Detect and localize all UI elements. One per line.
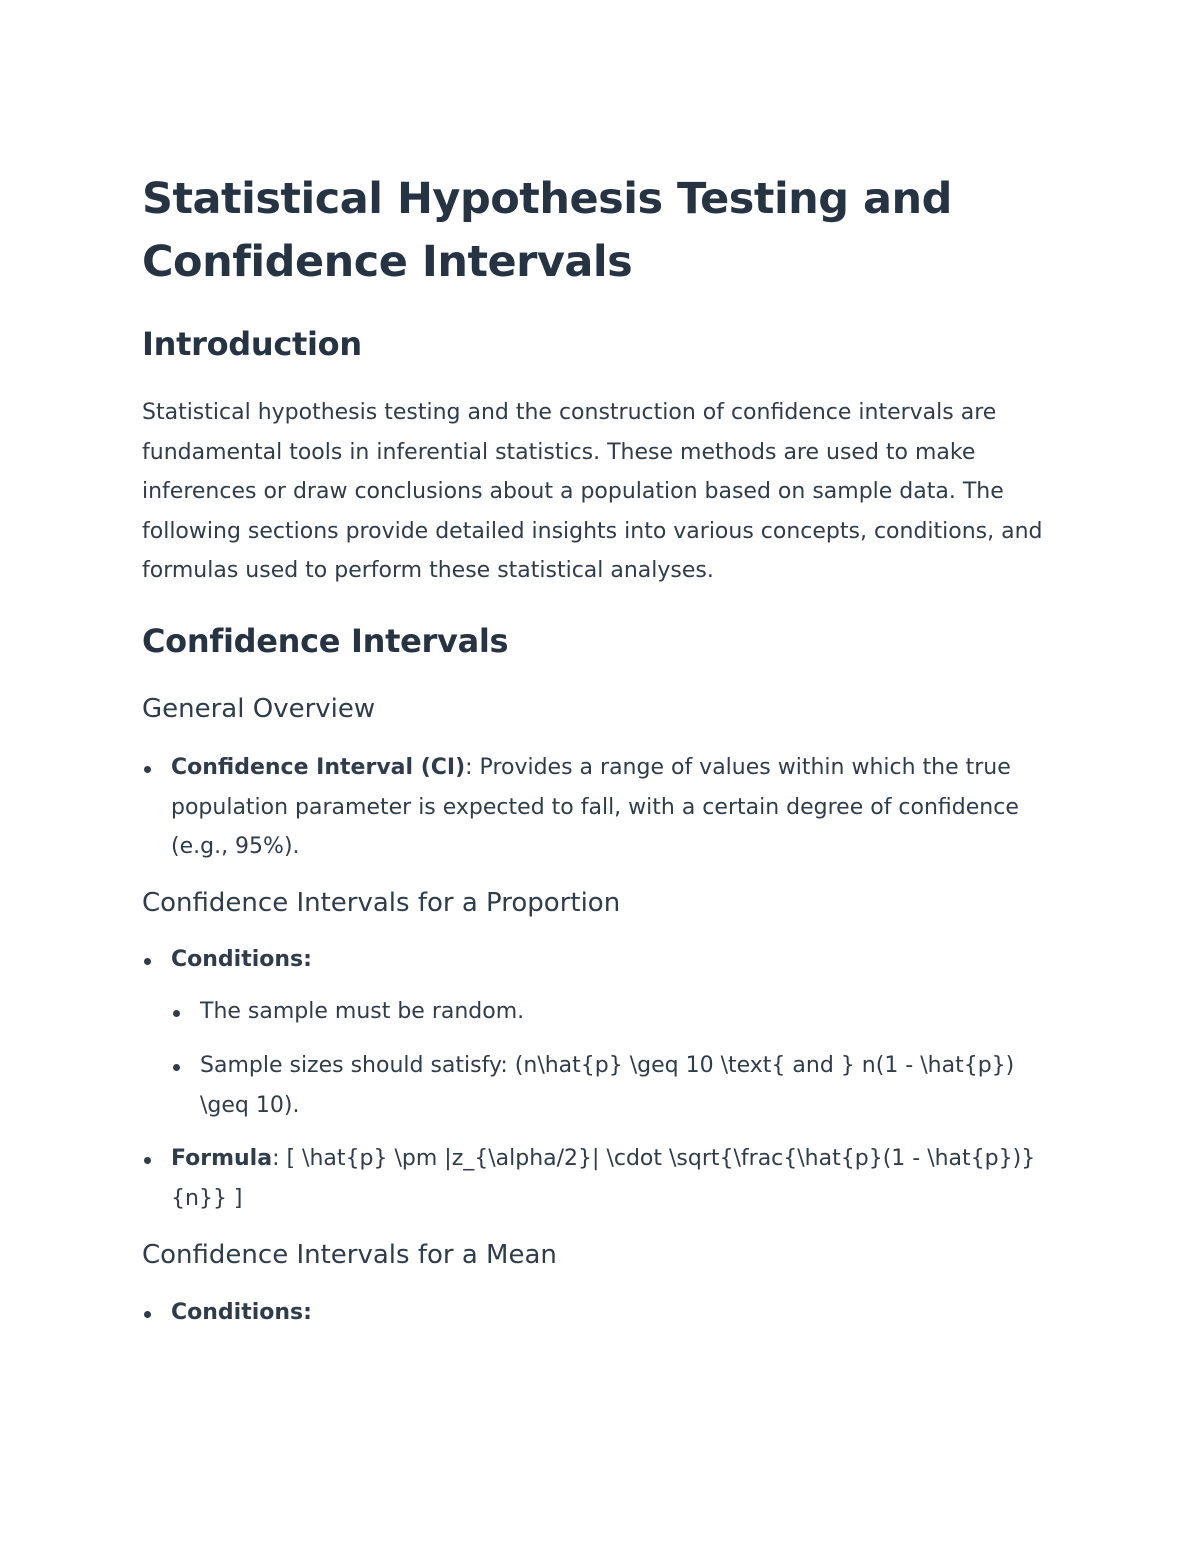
list-item xyxy=(142,748,1062,867)
document-page xyxy=(142,168,1062,1333)
term-label: Confidence Interval (CI) xyxy=(171,754,466,780)
list-item xyxy=(142,940,1062,980)
conditions-sub-list xyxy=(142,992,1062,1125)
bullet-icon xyxy=(144,1311,151,1318)
list-item xyxy=(142,1139,1062,1218)
document-title: Statistical Hypothesis Testing and Confidence Intervals xyxy=(142,174,952,287)
formula-label: Formula xyxy=(171,1146,273,1172)
section-heading-confidence-intervals: Confidence Intervals xyxy=(142,621,509,660)
bullet-icon xyxy=(173,1064,180,1071)
mean-list xyxy=(142,1293,1062,1333)
list-item xyxy=(142,1046,1062,1125)
term-description: : Provides a range of values within which the true population parameter is expected to fall, with a certain degree of confidence (e.g., 95%). xyxy=(171,754,1019,860)
bullet-icon xyxy=(144,766,151,773)
bullet-icon xyxy=(144,1157,151,1164)
bullet-icon xyxy=(144,958,151,965)
general-overview-list xyxy=(142,748,1062,867)
bullet-icon xyxy=(173,1010,180,1017)
condition-text: Sample sizes should satisfy: (n\hat{p} \geq 10 \text{ and } n(1 - \hat{p}) \geq 10). xyxy=(200,1052,1015,1118)
proportion-list xyxy=(142,940,1062,1219)
subsection-heading-general-overview: General Overview xyxy=(142,693,376,724)
formula-text: : [ \hat{p} \pm |z_{\alpha/2}| \cdot \sqrt{\frac{\hat{p}(1 - \hat{p})}{n}} ] xyxy=(171,1146,1036,1211)
conditions-label: Conditions: xyxy=(171,1300,312,1326)
conditions-label: Conditions: xyxy=(171,946,312,972)
subsection-heading-mean: Confidence Intervals for a Mean xyxy=(142,1240,557,1271)
condition-text: The sample must be random. xyxy=(200,999,525,1025)
subsection-heading-proportion: Confidence Intervals for a Proportion xyxy=(142,887,621,918)
section-heading-introduction: Introduction xyxy=(142,325,362,363)
introduction-paragraph: Statistical hypothesis testing and the construction of confidence intervals are fundamental tools in inferential statistics. These methods are used to make inferences or draw conclusions about a population based on sample data. The following sections provide detailed insights into various concepts, conditions, and formulas used to perform these statistical analyses. xyxy=(142,400,1043,584)
sub-list-wrapper xyxy=(142,992,1062,1125)
list-item xyxy=(142,1293,1062,1333)
list-item xyxy=(142,992,1062,1032)
